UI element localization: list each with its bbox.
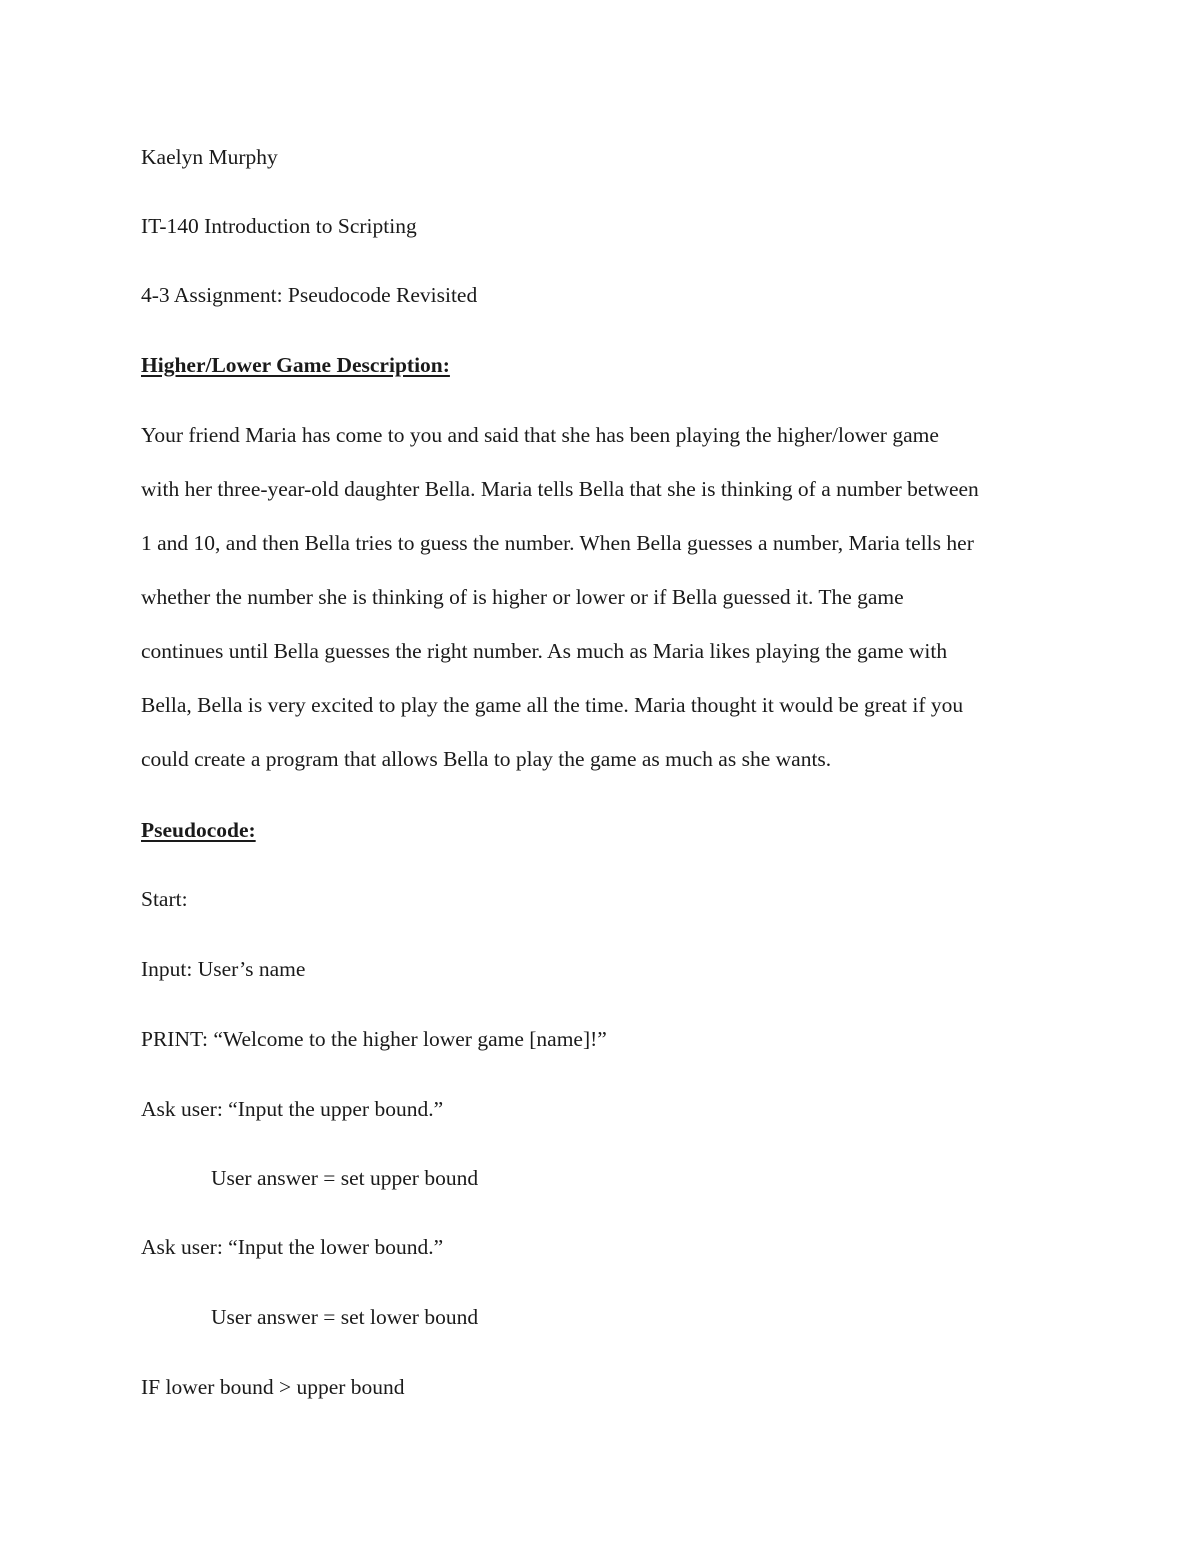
paragraph-line: Your friend Maria has come to you and said that she has been playing the higher/lower game <box>141 423 939 447</box>
description-heading: Higher/Lower Game Description: <box>141 353 450 377</box>
course-title: IT-140 Introduction to Scripting <box>141 214 417 238</box>
pseudocode-line-indented: User answer = set lower bound <box>211 1305 479 1329</box>
paragraph-line: 1 and 10, and then Bella tries to guess the number. When Bella guesses a number, Maria tells her <box>141 531 974 555</box>
paragraph-line: whether the number she is thinking of is higher or lower or if Bella guessed it. The game <box>141 585 904 609</box>
assignment-title: 4-3 Assignment: Pseudocode Revisited <box>141 283 478 307</box>
paragraph-line: could create a program that allows Bella to play the game as much as she wants. <box>141 747 832 771</box>
pseudocode-line: Ask user: “Input the upper bound.” <box>141 1097 444 1121</box>
pseudocode-line: PRINT: “Welcome to the higher lower game [name]!” <box>141 1027 607 1051</box>
paragraph-line: continues until Bella guesses the right number. As much as Maria likes playing the game with <box>141 639 948 663</box>
paragraph-line: Bella, Bella is very excited to play the game all the time. Maria thought it would be great if you <box>141 693 964 717</box>
author-name: Kaelyn Murphy <box>141 145 278 169</box>
pseudocode-line: Input: User’s name <box>141 957 306 981</box>
pseudocode-line: Ask user: “Input the lower bound.” <box>141 1235 444 1259</box>
pseudocode-line: Start: <box>141 887 188 911</box>
pseudocode-line: IF lower bound > upper bound <box>141 1375 405 1399</box>
pseudocode-heading: Pseudocode: <box>141 818 256 842</box>
pseudocode-line-indented: User answer = set upper bound <box>211 1166 479 1190</box>
paragraph-line: with her three-year-old daughter Bella. Maria tells Bella that she is thinking of a number between <box>141 477 979 501</box>
